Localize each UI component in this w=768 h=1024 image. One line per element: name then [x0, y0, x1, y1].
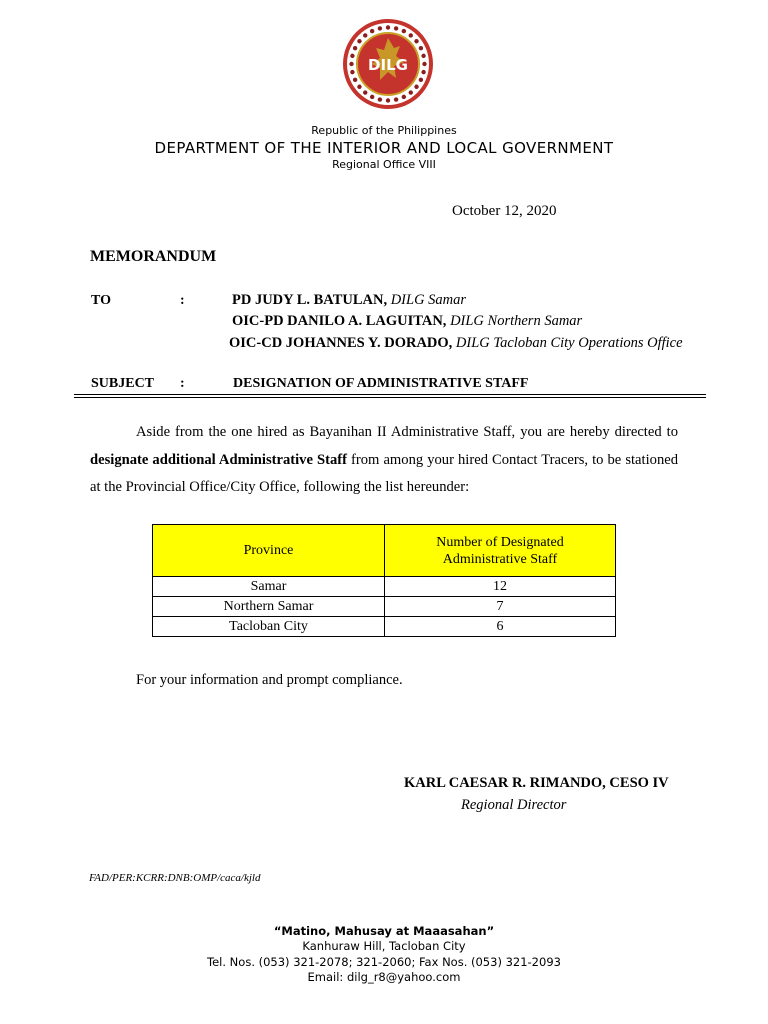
divider-rule — [74, 397, 706, 398]
footer-motto: “Matino, Mahusay at Maaasahan” — [273, 924, 495, 938]
seal-dot — [363, 33, 367, 37]
province-cell: Samar — [153, 577, 385, 597]
subject-label: SUBJECT — [91, 376, 155, 391]
province-cell: Tacloban City — [153, 617, 385, 637]
to-colon: : — [180, 293, 185, 308]
signatory-title: Regional Director — [461, 797, 567, 813]
count-cell: 6 — [385, 617, 616, 637]
seal-dot — [386, 25, 390, 29]
seal-dot — [414, 85, 418, 89]
seal-dot — [402, 95, 406, 99]
seal-dot — [394, 26, 398, 30]
seal-dot — [370, 29, 374, 33]
signatory-name: KARL CAESAR R. RIMANDO, CESO IV — [404, 775, 669, 791]
regional-office: Regional Office VIII — [332, 158, 436, 171]
table-row — [153, 577, 616, 597]
subject-colon: : — [180, 376, 185, 391]
seal-dot — [363, 90, 367, 94]
seal-dot — [353, 46, 357, 50]
column-header-text: Number of Designated Administrative Staff — [436, 534, 564, 567]
subject-text: DESIGNATION OF ADMINISTRATIVE STAFF — [233, 376, 529, 391]
dilg-seal-logo — [342, 18, 434, 110]
count-cell: 12 — [385, 577, 616, 597]
recipient-1 — [232, 292, 466, 309]
republic-line: Republic of the Philippines — [311, 124, 457, 137]
body-text: from among your hired Contact Tracers, to be stationed at the Provincial Office/City Office, following the list hereunder: — [90, 451, 679, 496]
table-row — [153, 617, 616, 637]
seal-dot — [419, 46, 423, 50]
svg-text:DILG: DILG — [368, 56, 408, 74]
seal-dot — [350, 70, 354, 74]
divider-rule — [74, 394, 706, 395]
column-header-province: Province — [153, 525, 385, 577]
footer-email: Email: dilg_r8@yahoo.com — [307, 970, 461, 984]
recipient-name: PD JUDY L. BATULAN, — [232, 292, 388, 308]
seal-dot — [419, 78, 423, 82]
seal-dot — [353, 78, 357, 82]
seal-dot — [378, 26, 382, 30]
memo-date: October 12, 2020 — [452, 203, 557, 219]
seal-icon — [342, 18, 434, 110]
staff-table — [152, 524, 616, 637]
seal-dot — [378, 97, 382, 101]
seal-dot — [414, 39, 418, 43]
seal-dot — [357, 85, 361, 89]
body-emphasis: designate additional Administrative Staff — [90, 451, 347, 468]
seal-dot — [422, 62, 426, 66]
to-label: TO — [91, 293, 111, 308]
seal-dot — [357, 39, 361, 43]
seal-dot — [402, 29, 406, 33]
memo-title: MEMORANDUM — [90, 248, 217, 265]
recipient-3 — [229, 335, 683, 352]
province-cell: Northern Samar — [153, 597, 385, 617]
recipient-office: DILG Samar — [390, 292, 467, 308]
seal-dot — [421, 54, 425, 58]
seal-dot — [421, 70, 425, 74]
body-paragraph — [90, 419, 678, 502]
seal-dot — [394, 97, 398, 101]
recipient-name: OIC-CD JOHANNES Y. DORADO, — [229, 335, 453, 351]
seal-dot — [386, 98, 390, 102]
column-header-staff-count — [385, 525, 616, 577]
recipient-name: OIC-PD DANILO A. LAGUITAN, — [232, 313, 447, 329]
count-cell: 7 — [385, 597, 616, 617]
footer-address: Kanhuraw Hill, Tacloban City — [302, 939, 466, 953]
seal-dot — [370, 95, 374, 99]
seal-dot — [409, 90, 413, 94]
table-row — [153, 597, 616, 617]
closing-line: For your information and prompt compliance. — [136, 672, 403, 688]
seal-dot — [349, 62, 353, 66]
table-header-row — [153, 525, 616, 577]
seal-dot — [409, 33, 413, 37]
recipient-office: DILG Northern Samar — [450, 313, 583, 329]
recipient-2 — [232, 313, 582, 330]
seal-dot — [350, 54, 354, 58]
recipient-office: DILG Tacloban City Operations Office — [455, 335, 683, 351]
body-text: Aside from the one hired as Bayanihan II Administrative Staff, you are hereby directed to — [136, 424, 678, 440]
footer-telephone: Tel. Nos. (053) 321-2078; 321-2060; Fax Nos. (053) 321-2093 — [207, 955, 561, 969]
reference-code: FAD/PER:KCRR:DNB:OMP/caca/kjld — [89, 872, 261, 884]
department-name: DEPARTMENT OF THE INTERIOR AND LOCAL GOVERNMENT — [154, 139, 614, 157]
